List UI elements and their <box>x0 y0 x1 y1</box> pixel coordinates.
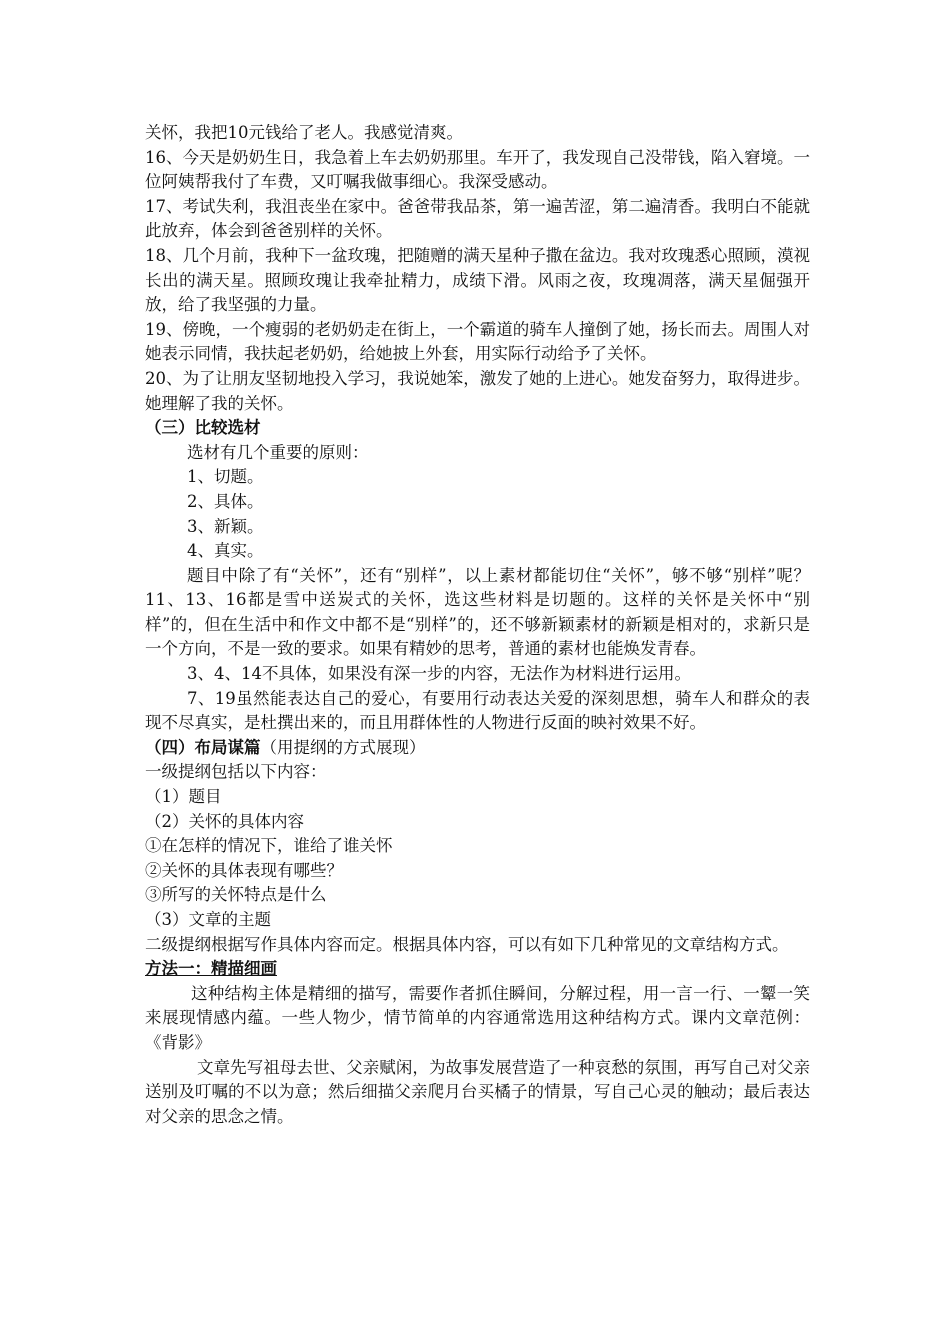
principles-intro: 选材有几个重要的原则： <box>187 442 369 462</box>
principle-3: 3、新颖。 <box>187 516 264 536</box>
principle-4: 4、真实。 <box>187 541 264 561</box>
method-1-paragraph-2: 文章先写祖母去世、父亲赋闲，为故事发展营造了一种哀愁的氛围，再写自己对父亲送别及叮嘱的不以为意；然后细描父亲爬月台买橘子的情景，写自己心灵的触动；最后表达对父亲的思念之情。 <box>145 1057 810 1126</box>
section-4-heading <box>145 736 810 761</box>
principle-2: 2、具体。 <box>187 491 264 511</box>
outline-item-3: （3）文章的主题 <box>145 910 271 929</box>
outline-intro: 一级提纲包括以下内容： <box>145 762 327 782</box>
outline-subitem-2: ②关怀的具体表现有哪些？ <box>145 860 343 880</box>
outline-item-2: （2）关怀的具体内容 <box>145 811 304 831</box>
material-20: 20、为了让朋友坚韧地投入学习，我说她笨，激发了她的上进心。她发奋努力，取得进步。她理解了我的关怀。 <box>145 368 810 413</box>
document-page <box>145 121 810 1129</box>
material-16: 16、今天是奶奶生日，我急着上车去奶奶那里。车开了，我发现自己没带钱，陷入窘境。一位阿姨帮我付了车费，又叮嘱我做事细心。我深受感动。 <box>145 147 810 192</box>
method-1-paragraph-1: 这种结构主体是精细的描写，需要作者抓住瞬间，分解过程，用一言一行、一颦一笑来展现情感内蕴。一些人物少，情节简单的内容通常选用这种结构方式。课内文章范例：《背影》 <box>145 983 810 1052</box>
section-3-paragraph-3: 7、19虽然能表达自己的爱心，有要用行动表达关爱的深刻思想，骑车人和群众的表现不尽真实，是杜撰出来的，而且用群体性的人物进行反面的映衬效果不好。 <box>145 688 810 733</box>
section-3-paragraph-2: 3、4、14不具体，如果没有深一步的内容，无法作为材料进行运用。 <box>187 664 691 684</box>
principle-1: 1、切题。 <box>187 467 264 487</box>
outline-subitem-3: ③所写的关怀特点是什么 <box>145 885 327 905</box>
second-level-outline: 二级提纲根据写作具体内容而定。根据具体内容，可以有如下几种常见的文章结构方式。 <box>145 934 789 954</box>
section-4-title: （四）布局谋篇 <box>145 737 261 757</box>
section-3-heading: （三）比较选材 <box>145 418 261 438</box>
section-4-note: （用提纲的方式展现） <box>260 737 426 757</box>
paragraph-continuation: 关怀，我把10元钱给了老人。我感觉清爽。 <box>145 123 463 142</box>
outline-item-1: （1）题目 <box>145 787 222 807</box>
method-1-heading: 方法一：精描细画 <box>145 959 277 979</box>
section-3-paragraph-1: 题目中除了有“关怀”，还有“别样”，以上素材都能切住“关怀”，够不够“别样”呢？11、13、16都是雪中送炭式的关怀，选这些材料是切题的。这样的关怀是关怀中“别样”的，但在生活中和作文中都不是“别样”的，还不够新颖素材的新颖是相对的，求新只是一个方向，不是一致的要求。如果有精妙的思考，普通的素材也能焕发青春。 <box>145 565 810 659</box>
material-17: 17、考试失利，我沮丧坐在家中。爸爸带我品茶，第一遍苦涩，第二遍清香。我明白不能就此放弃，体会到爸爸别样的关怀。 <box>145 196 810 241</box>
material-19: 19、傍晚，一个瘦弱的老奶奶走在街上，一个霸道的骑车人撞倒了她，扬长而去。周围人对她表示同情，我扶起老奶奶，给她披上外套，用实际行动给予了关怀。 <box>145 319 810 364</box>
material-18: 18、几个月前，我种下一盆玫瑰，把随赠的满天星种子撒在盆边。我对玫瑰悉心照顾，漠视长出的满天星。照顾玫瑰让我牵扯精力，成绩下滑。风雨之夜，玫瑰凋落，满天星倔强开放，给了我坚强的力量。 <box>145 245 810 315</box>
outline-subitem-1: ①在怎样的情况下，谁给了谁关怀 <box>145 836 393 856</box>
